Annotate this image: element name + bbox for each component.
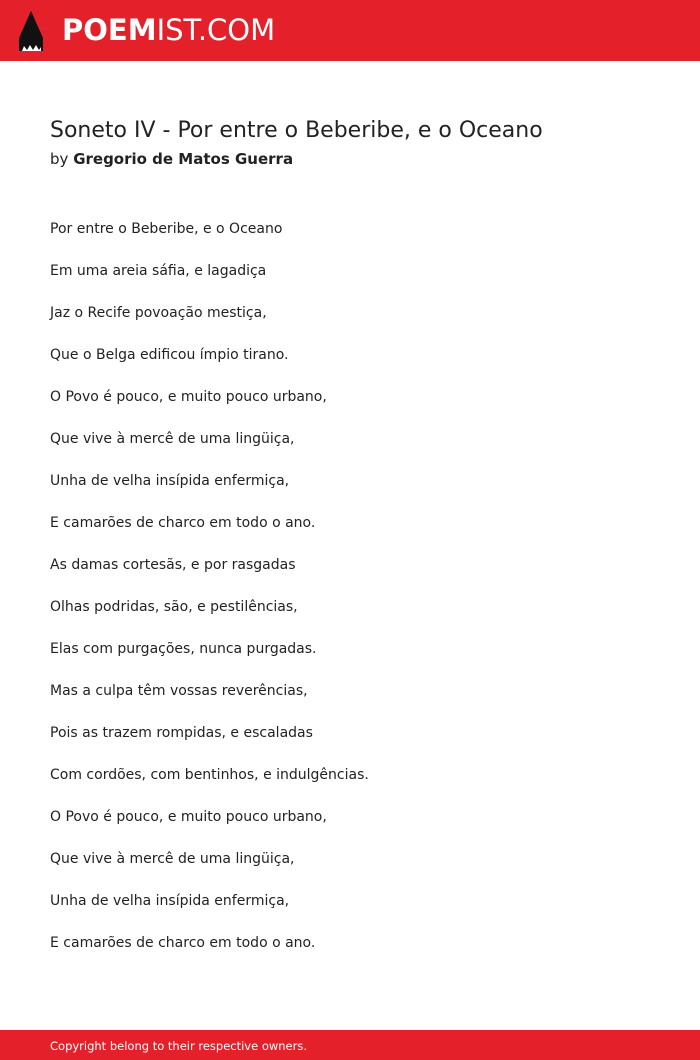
copyright-notice: Copyright belong to their respective owners. bbox=[50, 1039, 308, 1053]
poem-line: Com cordões, com bentinhos, e indulgências. bbox=[50, 767, 369, 783]
poem-line: Jaz o Recife povoação mestiça, bbox=[50, 305, 267, 321]
pencil-icon[interactable] bbox=[18, 10, 44, 52]
poem-line: Unha de velha insípida enfermiça, bbox=[50, 893, 290, 909]
poem-line: Que o Belga edificou ímpio tirano. bbox=[50, 347, 289, 363]
poem-line: As damas cortesãs, e por rasgadas bbox=[50, 557, 296, 573]
poem-body bbox=[50, 218, 369, 974]
poem-line: E camarões de charco em todo o ano. bbox=[50, 515, 316, 531]
poem-line: Unha de velha insípida enfermiça, bbox=[50, 473, 290, 489]
poem-line: Em uma areia sáfia, e lagadiça bbox=[50, 263, 267, 279]
brand-logo-bold: POEM bbox=[62, 13, 157, 47]
poem-line: E camarões de charco em todo o ano. bbox=[50, 935, 316, 951]
poem-line: O Povo é pouco, e muito pouco urbano, bbox=[50, 809, 327, 825]
poem-line: Elas com purgações, nunca purgadas. bbox=[50, 641, 317, 657]
poem-line: O Povo é pouco, e muito pouco urbano, bbox=[50, 389, 327, 405]
brand-logo-light: IST.COM bbox=[156, 13, 276, 47]
poem-line: Por entre o Beberibe, e o Oceano bbox=[50, 221, 283, 237]
poem-line: Mas a culpa têm vossas reverências, bbox=[50, 683, 308, 699]
poem-title: Soneto IV - Por entre o Beberibe, e o Oceano bbox=[50, 118, 543, 143]
site-header bbox=[0, 0, 700, 61]
by-label: by bbox=[50, 150, 69, 168]
poem-line: Olhas podridas, são, e pestilências, bbox=[50, 599, 298, 615]
brand-logo[interactable] bbox=[62, 12, 275, 48]
author-name: Gregorio de Matos Guerra bbox=[73, 150, 294, 168]
site-footer bbox=[0, 1030, 700, 1060]
poem-line: Pois as trazem rompidas, e escaladas bbox=[50, 725, 313, 741]
byline bbox=[50, 149, 293, 169]
poem-line: Que vive à mercê de uma lingüiça, bbox=[50, 851, 295, 867]
poem-line: Que vive à mercê de uma lingüiça, bbox=[50, 431, 295, 447]
